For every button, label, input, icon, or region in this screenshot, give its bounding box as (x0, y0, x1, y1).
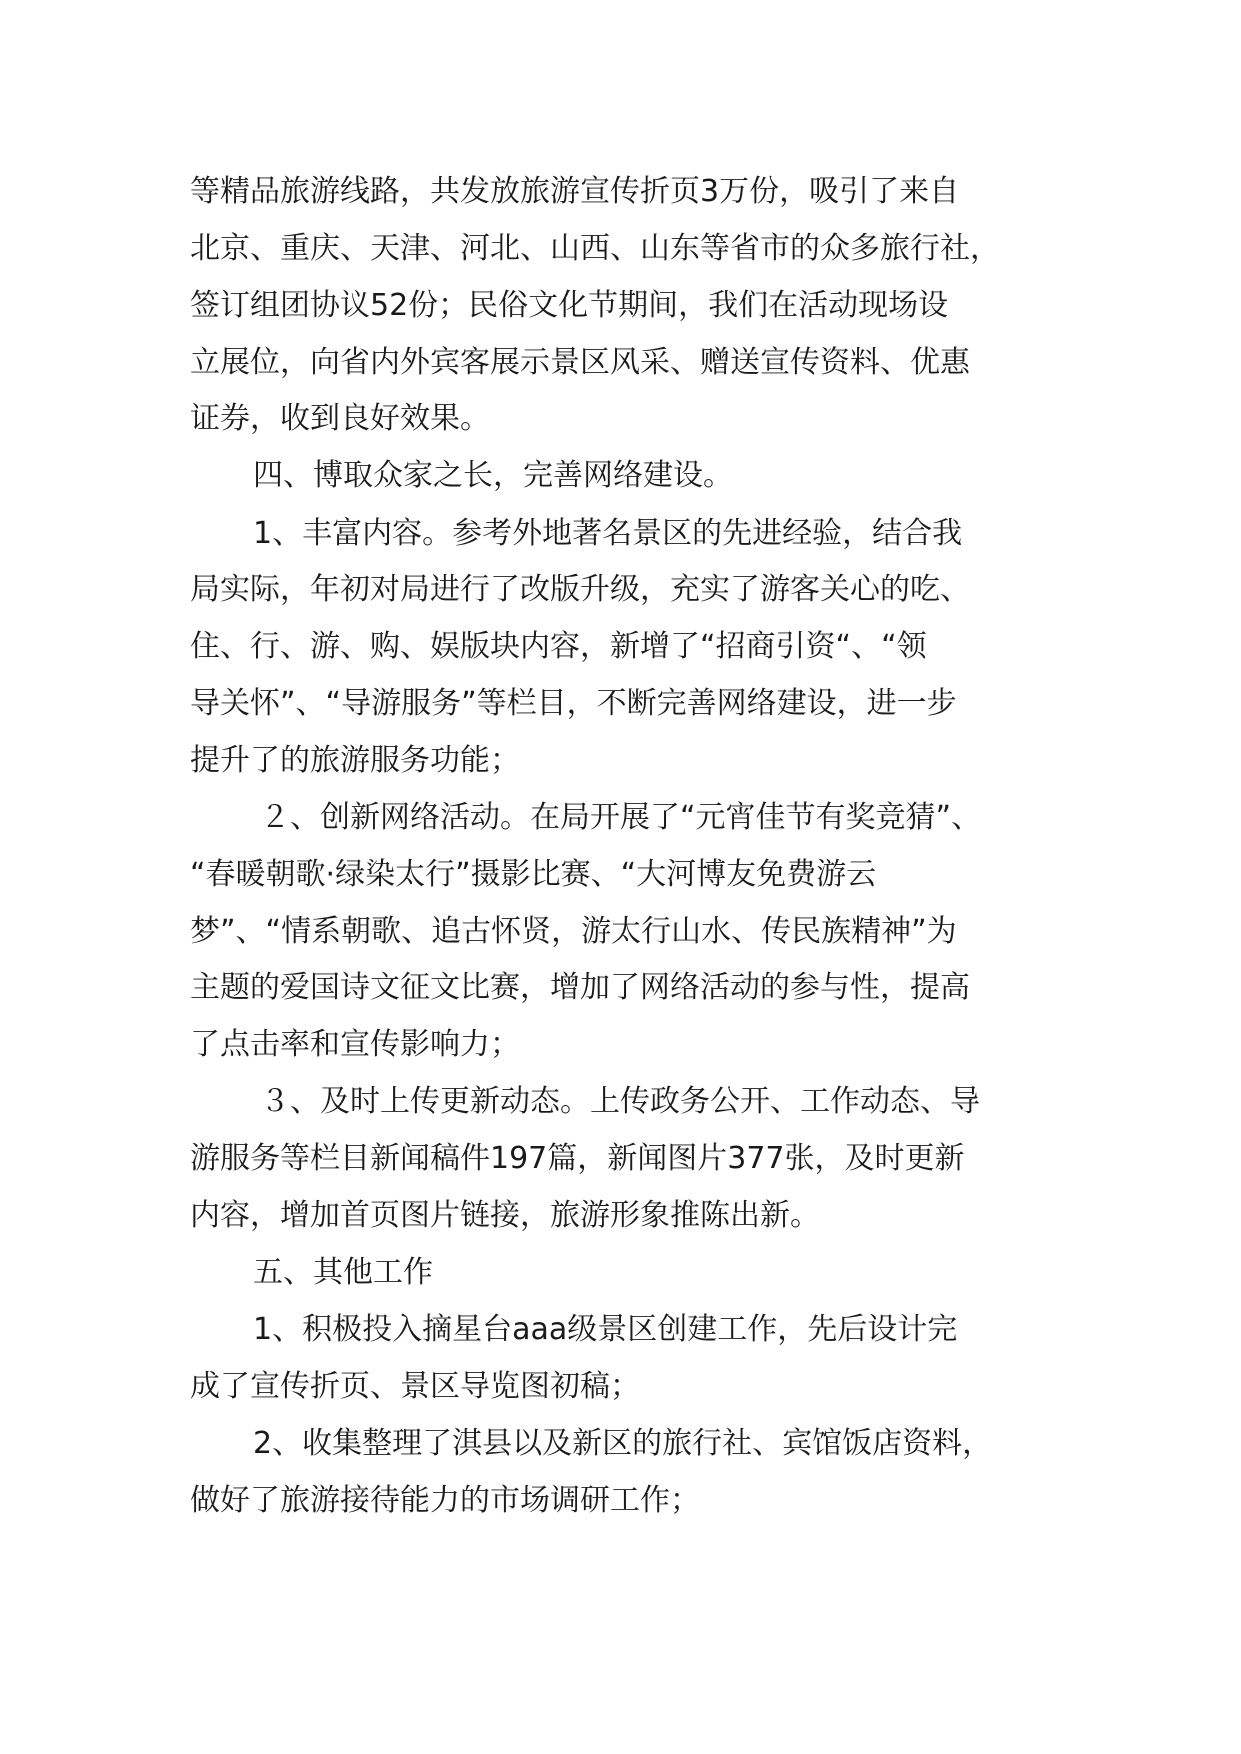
text-line: 做好了旅游接待能力的市场调研工作； (190, 1483, 700, 1518)
text-line: 成了宣传折页、景区导览图初稿； (190, 1369, 640, 1404)
text-line: 2、收集整理了淇县以及新区的旅行社、宾馆饭店资料， (253, 1426, 993, 1461)
text-line: 内容，增加首页图片链接，旅游形象推陈出新。 (190, 1198, 820, 1233)
text-line: 住、行、游、购、娱版块内容，新增了“招商引资“、“领 (190, 629, 927, 664)
text-line: “春暖朝歌·绿染太行”摄影比赛、“大河博友免费游云 (190, 857, 877, 892)
text-line: 立展位，向省内外宾客展示景区风采、赠送宣传资料、优惠 (190, 345, 970, 380)
text-line: ２、创新网络活动。在局开展了“元宵佳节有奖竞猜”、 (260, 800, 982, 835)
text-line: 签订组团协议52份；民俗文化节期间，我们在活动现场设 (190, 288, 949, 323)
text-line: 局实际，年初对局进行了改版升级，充实了游客关心的吃、 (190, 572, 970, 607)
text-line: 主题的爱国诗文征文比赛，增加了网络活动的参与性，提高 (190, 970, 970, 1005)
text-line: ３、及时上传更新动态。上传政务公开、工作动态、导 (260, 1084, 980, 1119)
text-line: 导关怀”、“导游服务”等栏目，不断完善网络建设，进一步 (190, 686, 957, 721)
text-line: 1、积极投入摘星台aaa级景区创建工作，先后设计完 (253, 1312, 958, 1347)
text-line: 了点击率和宣传影响力； (190, 1027, 520, 1062)
text-line: 1、丰富内容。参考外地著名景区的先进经验，结合我 (253, 516, 963, 551)
section-heading: 五、其他工作 (253, 1255, 433, 1290)
text-line: 证券，收到良好效果。 (190, 401, 490, 436)
text-line: 等精品旅游线路，共发放旅游宣传折页3万份，吸引了来自 (190, 174, 960, 209)
text-line: 提升了的旅游服务功能； (190, 743, 520, 778)
section-heading: 四、博取众家之长，完善网络建设。 (253, 458, 733, 493)
text-line: 梦”、“情系朝歌、追古怀贤，游太行山水、传民族精神”为 (190, 914, 957, 949)
text-line: 游服务等栏目新闻稿件197篇，新闻图片377张，及时更新 (190, 1141, 965, 1176)
text-line: 北京、重庆、天津、河北、山西、山东等省市的众多旅行社， (190, 231, 1000, 266)
